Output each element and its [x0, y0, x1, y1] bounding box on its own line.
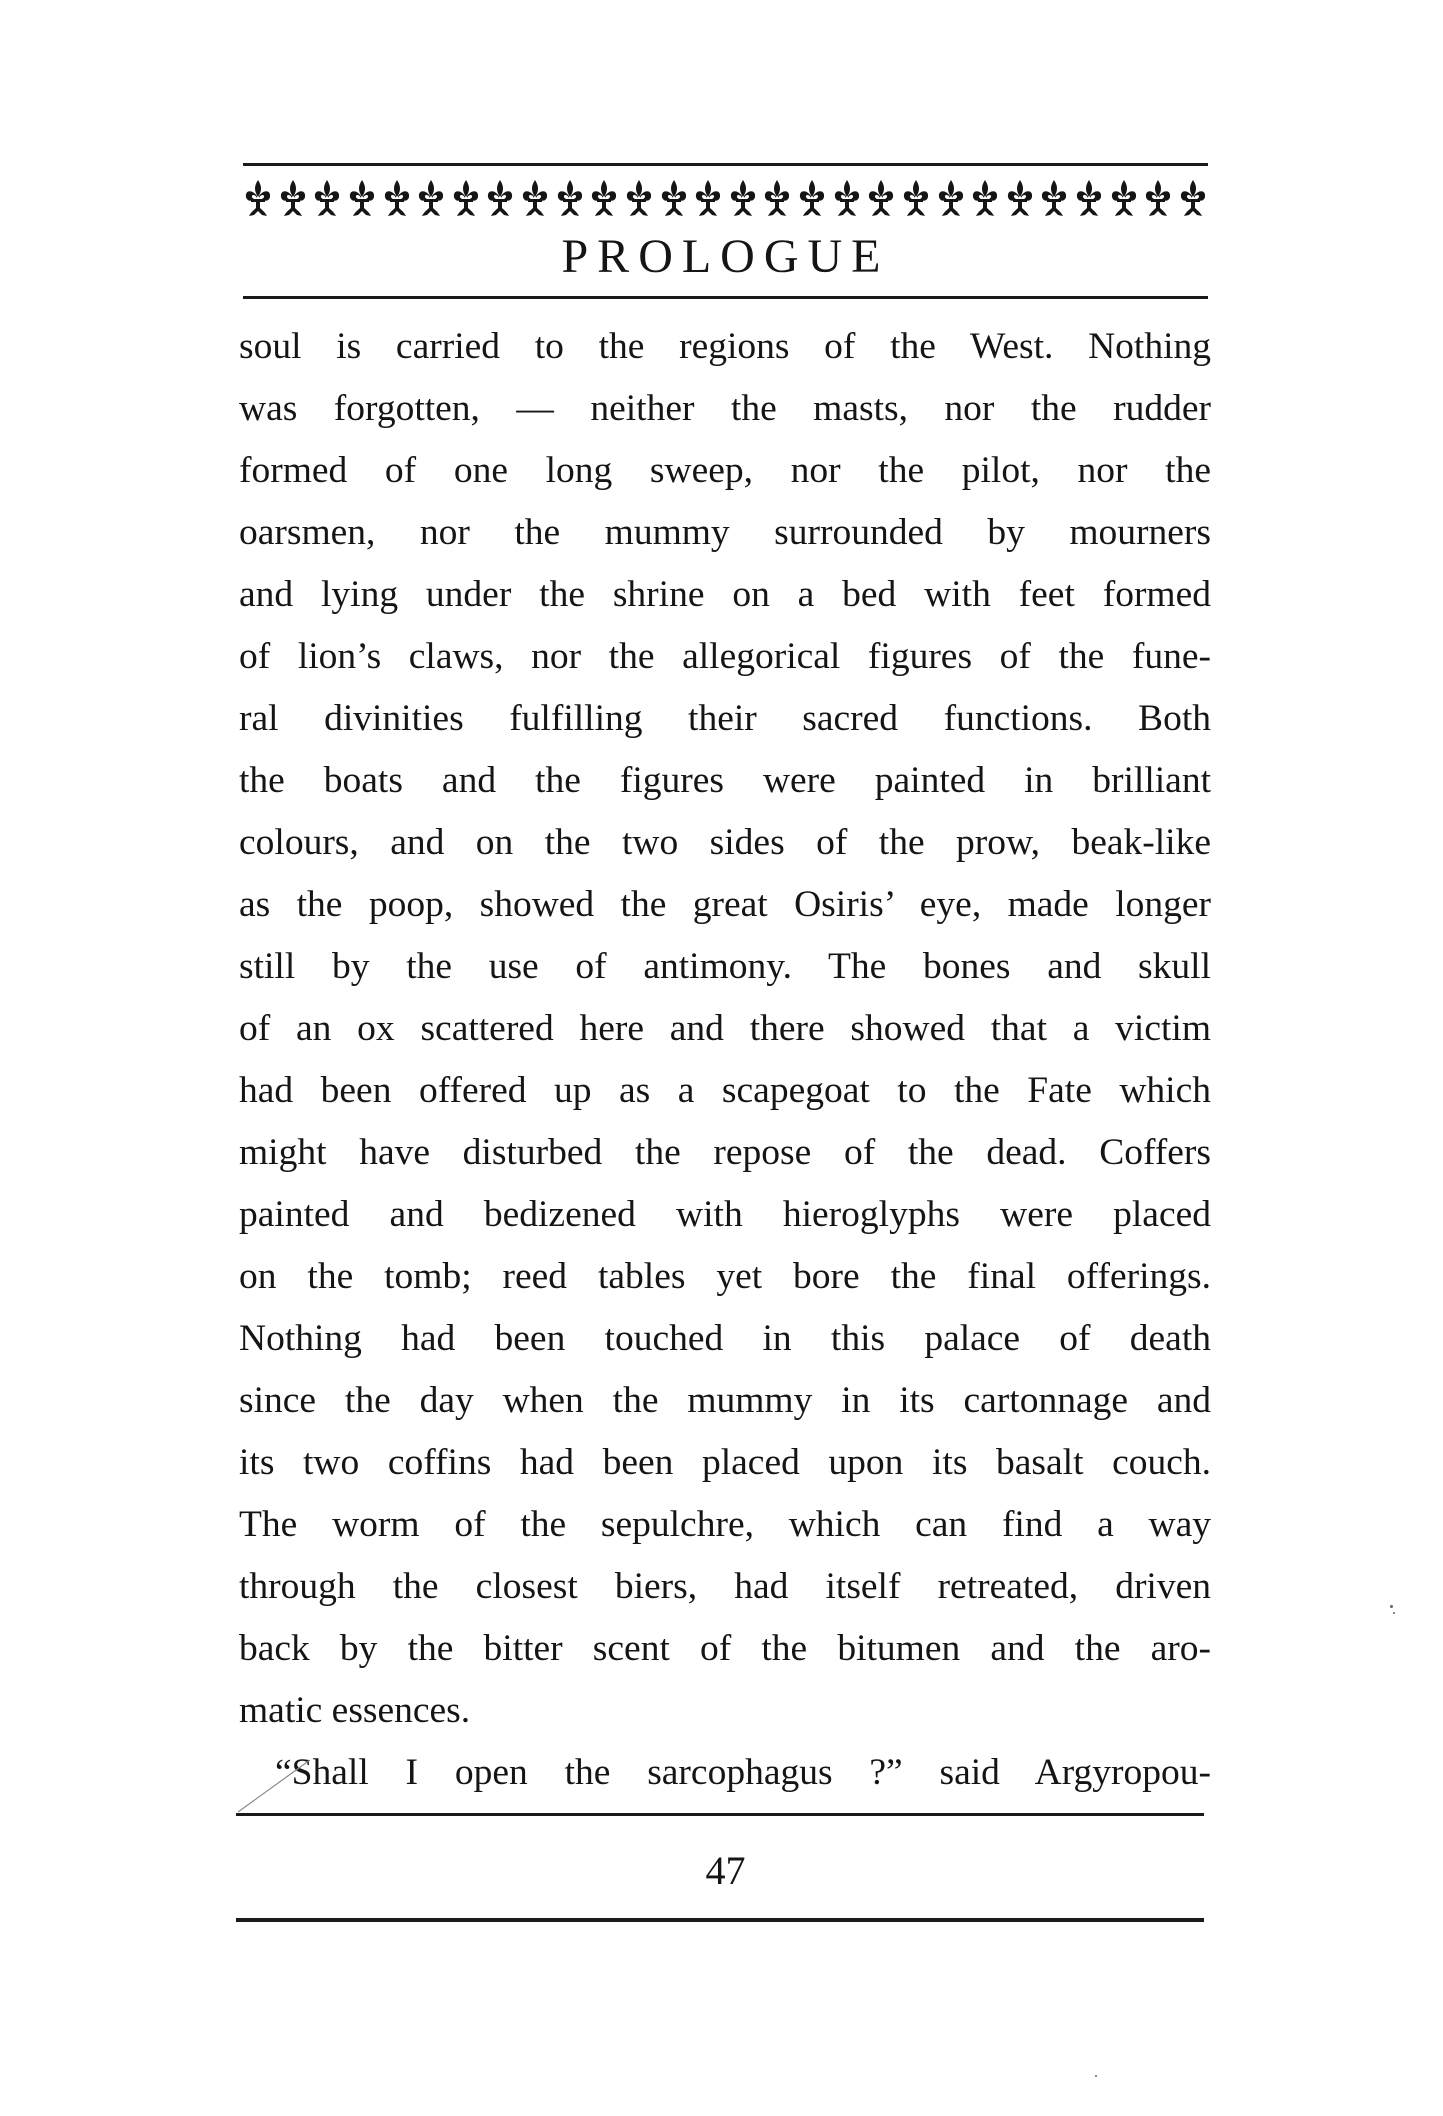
fleur-de-lis-icon [901, 178, 931, 218]
fleur-de-lis-icon [866, 178, 896, 218]
text-line: might have disturbed the repose of the dead. Coffers [239, 1132, 1211, 1173]
text-line: its two coffins had been placed upon its basalt couch. [239, 1442, 1211, 1483]
text-line: and lying under the shrine on a bed with feet formed [239, 574, 1211, 615]
text-line: since the day when the mummy in its cartonnage and [239, 1380, 1211, 1421]
paper-speck [1393, 1612, 1395, 1614]
fleur-de-lis-icon [520, 178, 550, 218]
fleur-de-lis-ornament-row [243, 175, 1208, 221]
text-line: of lion’s claws, nor the allegorical figures of the fune- [239, 636, 1211, 677]
fleur-de-lis-icon [1178, 178, 1208, 218]
page-title: PROLOGUE [561, 230, 890, 283]
text-line: as the poop, showed the great Osiris’ eye, made longer [239, 884, 1211, 925]
fleur-de-lis-icon [485, 178, 515, 218]
fleur-de-lis-icon [243, 178, 273, 218]
fleur-de-lis-icon [555, 178, 585, 218]
text-line: of an ox scattered here and there showed that a victim [239, 1008, 1211, 1049]
fleur-de-lis-icon [347, 178, 377, 218]
fleur-de-lis-icon [936, 178, 966, 218]
text-line: was forgotten, — neither the masts, nor the rudder [239, 388, 1211, 429]
fleur-de-lis-icon [589, 178, 619, 218]
fleur-de-lis-icon [624, 178, 654, 218]
fleur-de-lis-icon [832, 178, 862, 218]
footer-top-rule [236, 1813, 1204, 1816]
fleur-de-lis-icon [762, 178, 792, 218]
paper-speck [1390, 1605, 1393, 1608]
text-line: still by the use of antimony. The bones and skull [239, 946, 1211, 987]
fleur-de-lis-icon [728, 178, 758, 218]
fleur-de-lis-icon [312, 178, 342, 218]
text-line: had been offered up as a scapegoat to the Fate which [239, 1070, 1211, 1111]
fleur-de-lis-icon [1005, 178, 1035, 218]
pencil-mark [236, 1756, 316, 1816]
paragraph-end-line: matic essences. [239, 1690, 471, 1731]
header-bottom-rule [243, 296, 1208, 299]
text-line: painted and bedizened with hieroglyphs were placed [239, 1194, 1211, 1235]
text-line: soul is carried to the regions of the West. Nothing [239, 326, 1211, 367]
fleur-de-lis-icon [1109, 178, 1139, 218]
fleur-de-lis-icon [1039, 178, 1069, 218]
text-line: formed of one long sweep, nor the pilot, nor the [239, 450, 1211, 491]
paper-speck [1095, 2075, 1097, 2077]
fleur-de-lis-icon [970, 178, 1000, 218]
text-line: through the closest biers, had itself retreated, driven [239, 1566, 1211, 1607]
fleur-de-lis-icon [416, 178, 446, 218]
page-number: 47 [705, 1848, 746, 1893]
text-line: on the tomb; reed tables yet bore the final offerings. [239, 1256, 1211, 1297]
text-line: back by the bitter scent of the bitumen and the aro- [239, 1628, 1211, 1669]
text-line: ral divinities fulfilling their sacred functions. Both [239, 698, 1211, 739]
fleur-de-lis-icon [382, 178, 412, 218]
fleur-de-lis-icon [693, 178, 723, 218]
body-text [239, 316, 1211, 1804]
text-line: colours, and on the two sides of the prow, beak-like [239, 822, 1211, 863]
fleur-de-lis-icon [451, 178, 481, 218]
fleur-de-lis-icon [797, 178, 827, 218]
text-line: the boats and the figures were painted in brilliant [239, 760, 1211, 801]
text-line: Nothing had been touched in this palace of death [239, 1318, 1211, 1359]
fleur-de-lis-icon [278, 178, 308, 218]
text-line: oarsmen, nor the mummy surrounded by mourners [239, 512, 1211, 553]
text-line: The worm of the sepulchre, which can find a way [239, 1504, 1211, 1545]
continuation-line: “Shall I open the sarcophagus ?” said Argyropou- [275, 1752, 1211, 1793]
fleur-de-lis-icon [659, 178, 689, 218]
footer-bottom-rule [236, 1918, 1204, 1922]
header-top-rule [243, 163, 1208, 166]
fleur-de-lis-icon [1143, 178, 1173, 218]
fleur-de-lis-icon [1074, 178, 1104, 218]
